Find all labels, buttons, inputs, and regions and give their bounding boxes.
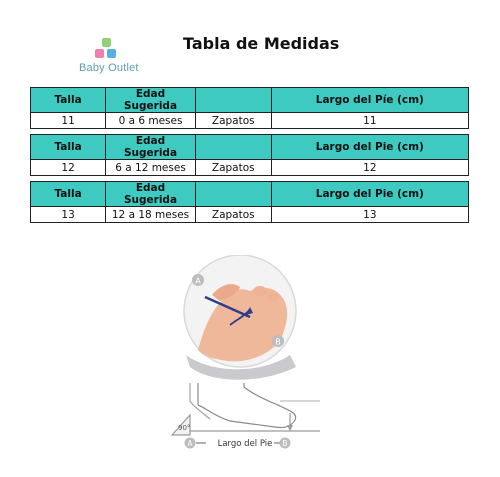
cell-edad: 12 a 18 meses — [106, 207, 196, 223]
logo-cubes-icon — [92, 38, 122, 62]
table-row — [31, 207, 469, 223]
header-edad: Edad Sugerida — [106, 135, 196, 160]
cell-tipo: Zapatos — [195, 160, 271, 176]
foot-side-diagram — [172, 383, 320, 435]
table-row — [31, 160, 469, 176]
cell-largo: 11 — [271, 113, 468, 129]
marker-a-photo: A — [195, 276, 201, 286]
brand-logo — [72, 38, 142, 78]
cell-tipo: Zapatos — [195, 207, 271, 223]
size-table-1 — [30, 87, 469, 129]
marker-b-photo: B — [275, 337, 281, 347]
table-header-row — [31, 135, 469, 160]
logo-text: Baby Outlet — [79, 62, 139, 74]
header-empty — [195, 135, 271, 160]
header-talla: Talla — [31, 135, 106, 160]
cell-tipo: Zapatos — [195, 113, 271, 129]
header-empty — [195, 182, 271, 207]
marker-a: A — [187, 439, 193, 448]
header-talla: Talla — [31, 88, 106, 113]
foot-measurement-illustration — [150, 255, 350, 455]
baby-foot-photo — [184, 255, 296, 380]
header-largo: Largo del Pie (cm) — [271, 135, 468, 160]
size-table-2 — [30, 134, 469, 176]
cell-talla: 13 — [31, 207, 106, 223]
header-edad: Edad Sugerida — [106, 88, 196, 113]
header-talla: Talla — [31, 182, 106, 207]
table-header-row — [31, 182, 469, 207]
page-title: Tabla de Medidas — [183, 34, 340, 53]
cell-largo: 12 — [271, 160, 468, 176]
cell-largo: 13 — [271, 207, 468, 223]
table-header-row — [31, 88, 469, 113]
cell-edad: 6 a 12 meses — [106, 160, 196, 176]
foot-length-caption: Largo del Pie — [217, 439, 273, 449]
header-empty — [195, 88, 271, 113]
marker-b: B — [282, 439, 288, 448]
header-largo: Largo del Pie (cm) — [271, 182, 468, 207]
cell-edad: 0 a 6 meses — [106, 113, 196, 129]
cell-talla: 11 — [31, 113, 106, 129]
cell-talla: 12 — [31, 160, 106, 176]
foot-length-indicator — [185, 438, 291, 450]
angle-label: 90° — [178, 424, 191, 432]
header-largo: Largo del Píe (cm) — [271, 88, 468, 113]
table-row — [31, 113, 469, 129]
size-table-3 — [30, 181, 469, 223]
header-edad: Edad Sugerida — [106, 182, 196, 207]
